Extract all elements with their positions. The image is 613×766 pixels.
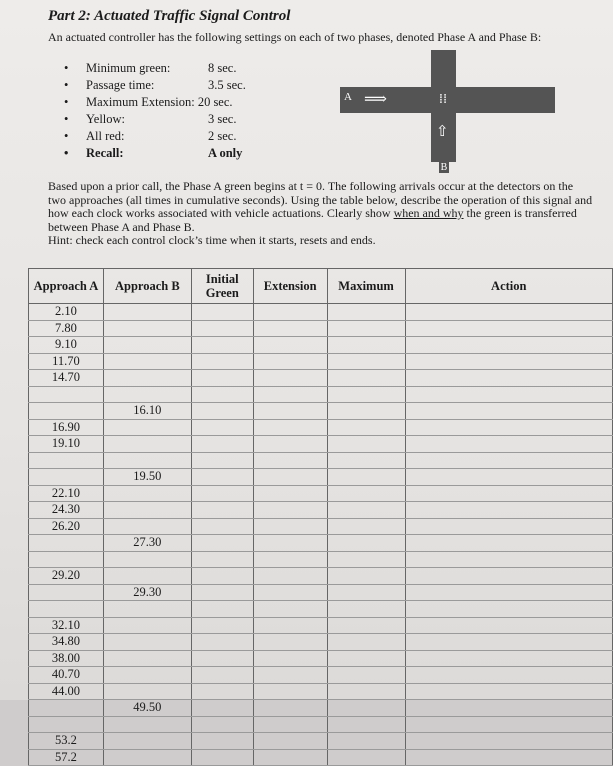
table-row [29, 733, 613, 750]
initial-green-cell[interactable] [191, 584, 253, 601]
table-row [29, 650, 613, 667]
maximum-cell[interactable] [327, 551, 405, 568]
setting-yellow: • Yellow: 3 sec. [64, 112, 237, 126]
initial-green-cell[interactable] [191, 419, 253, 436]
header-extension: Extension [253, 269, 327, 304]
approach-b-cell [103, 518, 191, 535]
approach-b-cell: 19.50 [103, 469, 191, 486]
approach-a-cell [29, 452, 104, 469]
maximum-cell[interactable] [327, 601, 405, 618]
maximum-cell[interactable] [327, 436, 405, 453]
header-approach-a: Approach A [29, 269, 104, 304]
table-row [29, 485, 613, 502]
approach-a-cell: 22.10 [29, 485, 104, 502]
table-row [29, 436, 613, 453]
approach-a-cell: 19.10 [29, 436, 104, 453]
header-maximum: Maximum [327, 269, 405, 304]
action-cell[interactable] [405, 320, 612, 337]
bullet-icon: • [64, 112, 69, 126]
extension-cell[interactable] [253, 370, 327, 387]
initial-green-cell[interactable] [191, 337, 253, 354]
initial-green-cell[interactable] [191, 683, 253, 700]
maximum-cell[interactable] [327, 337, 405, 354]
approach-a-cell [29, 601, 104, 618]
settings-list [64, 60, 246, 162]
arrow-up-icon: ⇧ [436, 122, 449, 140]
table-header-row [29, 269, 613, 304]
action-cell[interactable] [405, 617, 612, 634]
approach-b-cell [103, 386, 191, 403]
table-row [29, 518, 613, 535]
approach-b-cell [103, 320, 191, 337]
extension-cell[interactable] [253, 419, 327, 436]
setting-recall: • Recall: A only [64, 146, 243, 160]
table-row [29, 551, 613, 568]
approach-b-cell: 49.50 [103, 700, 191, 717]
approach-b-cell [103, 452, 191, 469]
extension-cell[interactable] [253, 700, 327, 717]
table-row [29, 634, 613, 651]
approach-a-cell: 16.90 [29, 419, 104, 436]
action-cell[interactable] [405, 502, 612, 519]
approach-b-cell [103, 304, 191, 321]
table-row [29, 469, 613, 486]
action-cell[interactable] [405, 485, 612, 502]
table-row [29, 403, 613, 420]
approach-b-cell [103, 485, 191, 502]
maximum-cell[interactable] [327, 749, 405, 766]
action-cell[interactable] [405, 683, 612, 700]
approach-a-cell [29, 535, 104, 552]
initial-green-cell[interactable] [191, 518, 253, 535]
table-row [29, 419, 613, 436]
maximum-cell[interactable] [327, 733, 405, 750]
maximum-cell[interactable] [327, 386, 405, 403]
approach-a-cell: 44.00 [29, 683, 104, 700]
extension-cell[interactable] [253, 683, 327, 700]
approach-b-cell [103, 502, 191, 519]
maximum-cell[interactable] [327, 535, 405, 552]
underlined-phrase: when and why [393, 206, 464, 220]
extension-cell[interactable] [253, 551, 327, 568]
table-row [29, 700, 613, 717]
maximum-cell[interactable] [327, 403, 405, 420]
extension-cell[interactable] [253, 749, 327, 766]
approach-b-cell [103, 601, 191, 618]
action-cell[interactable] [405, 535, 612, 552]
approach-b-cell [103, 634, 191, 651]
approach-b-cell [103, 551, 191, 568]
initial-green-cell[interactable] [191, 304, 253, 321]
maximum-cell[interactable] [327, 650, 405, 667]
extension-cell[interactable] [253, 667, 327, 684]
approach-b-cell: 16.10 [103, 403, 191, 420]
approach-b-cell [103, 436, 191, 453]
initial-green-cell[interactable] [191, 749, 253, 766]
bullet-icon: • [64, 78, 69, 92]
maximum-cell[interactable] [327, 469, 405, 486]
maximum-cell[interactable] [327, 320, 405, 337]
table-row [29, 584, 613, 601]
approach-a-cell [29, 551, 104, 568]
initial-green-cell[interactable] [191, 601, 253, 618]
action-cell[interactable] [405, 650, 612, 667]
maximum-cell[interactable] [327, 667, 405, 684]
maximum-cell[interactable] [327, 700, 405, 717]
initial-green-cell[interactable] [191, 436, 253, 453]
header-initial-green: Initial Green [191, 269, 253, 304]
action-cell[interactable] [405, 469, 612, 486]
extension-cell[interactable] [253, 650, 327, 667]
initial-green-cell[interactable] [191, 502, 253, 519]
approach-a-cell: 7.80 [29, 320, 104, 337]
table-body [29, 304, 613, 766]
table-row [29, 716, 613, 733]
action-cell[interactable] [405, 452, 612, 469]
approach-b-cell [103, 337, 191, 354]
approach-a-cell [29, 403, 104, 420]
approach-a-cell [29, 386, 104, 403]
table-row [29, 337, 613, 354]
maximum-cell[interactable] [327, 419, 405, 436]
arrow-right-icon: ⟹ [364, 91, 387, 108]
setting-all-red: • All red: 2 sec. [64, 129, 237, 143]
table-row [29, 535, 613, 552]
setting-maximum-extension: • Maximum Extension: 20 sec. [64, 95, 233, 109]
maximum-cell[interactable] [327, 485, 405, 502]
approach-a-cell: 53.2 [29, 733, 104, 750]
initial-green-cell[interactable] [191, 469, 253, 486]
maximum-cell[interactable] [327, 617, 405, 634]
extension-cell[interactable] [253, 617, 327, 634]
bullet-icon: • [64, 146, 69, 160]
extension-cell[interactable] [253, 535, 327, 552]
maximum-cell[interactable] [327, 304, 405, 321]
maximum-cell[interactable] [327, 584, 405, 601]
approach-a-cell: 14.70 [29, 370, 104, 387]
approach-a-label: A [344, 91, 352, 103]
page-title: Part 2: Actuated Traffic Signal Control [48, 8, 291, 24]
table-row [29, 353, 613, 370]
approach-b-label: B [440, 162, 448, 173]
action-cell[interactable] [405, 337, 612, 354]
extension-cell[interactable] [253, 386, 327, 403]
initial-green-cell[interactable] [191, 733, 253, 750]
approach-a-cell: 26.20 [29, 518, 104, 535]
initial-green-cell[interactable] [191, 617, 253, 634]
table-row [29, 667, 613, 684]
initial-green-cell[interactable] [191, 485, 253, 502]
approach-a-cell: 34.80 [29, 634, 104, 651]
initial-green-cell[interactable] [191, 700, 253, 717]
approach-b-cell [103, 667, 191, 684]
table-row [29, 683, 613, 700]
action-cell[interactable] [405, 518, 612, 535]
initial-green-cell[interactable] [191, 568, 253, 585]
extension-cell[interactable] [253, 502, 327, 519]
instructions-paragraph [48, 180, 593, 248]
approach-b-cell [103, 353, 191, 370]
approach-b-cell [103, 683, 191, 700]
extension-cell[interactable] [253, 304, 327, 321]
action-cell[interactable] [405, 551, 612, 568]
table-row [29, 452, 613, 469]
initial-green-cell[interactable] [191, 634, 253, 651]
extension-cell[interactable] [253, 716, 327, 733]
maximum-cell[interactable] [327, 502, 405, 519]
extension-cell[interactable] [253, 601, 327, 618]
initial-green-cell[interactable] [191, 403, 253, 420]
extension-cell[interactable] [253, 733, 327, 750]
initial-green-cell[interactable] [191, 551, 253, 568]
action-cell[interactable] [405, 386, 612, 403]
approach-a-cell [29, 584, 104, 601]
action-cell[interactable] [405, 419, 612, 436]
approach-a-cell: 32.10 [29, 617, 104, 634]
extension-cell[interactable] [253, 634, 327, 651]
action-cell[interactable] [405, 304, 612, 321]
action-cell[interactable] [405, 353, 612, 370]
initial-green-cell[interactable] [191, 452, 253, 469]
extension-cell[interactable] [253, 452, 327, 469]
maximum-cell[interactable] [327, 370, 405, 387]
approach-b-cell [103, 733, 191, 750]
approach-a-cell [29, 700, 104, 717]
approach-b-cell: 27.30 [103, 535, 191, 552]
extension-cell[interactable] [253, 337, 327, 354]
approach-b-cell [103, 568, 191, 585]
table-row [29, 304, 613, 321]
maximum-cell[interactable] [327, 568, 405, 585]
extension-cell[interactable] [253, 469, 327, 486]
setting-minimum-green: • Minimum green: 8 sec. [64, 61, 237, 75]
maximum-cell[interactable] [327, 683, 405, 700]
approach-a-cell [29, 469, 104, 486]
action-cell[interactable] [405, 716, 612, 733]
header-action: Action [405, 269, 612, 304]
extension-cell[interactable] [253, 320, 327, 337]
action-cell[interactable] [405, 436, 612, 453]
approach-a-cell: 38.00 [29, 650, 104, 667]
approach-b-cell [103, 716, 191, 733]
intro-text: An actuated controller has the following settings on each of two phases, denoted Phase A and Phase B: [48, 30, 542, 44]
table-row [29, 601, 613, 618]
maximum-cell[interactable] [327, 634, 405, 651]
approach-b-cell [103, 749, 191, 766]
maximum-cell[interactable] [327, 452, 405, 469]
extension-cell[interactable] [253, 518, 327, 535]
approach-b-cell [103, 617, 191, 634]
approach-a-cell: 29.20 [29, 568, 104, 585]
extension-cell[interactable] [253, 353, 327, 370]
instructions-text: Based upon a prior call, the Phase A green begins at t = 0. The following arrivals occur at the detectors on the two approaches (all times in cumulative seconds). Using the table below, describe the operation of this signal and how each clock works associated with vehicle actuations. Clearly show when and why the green is transferred between Phase A and Phase B. [48, 179, 593, 234]
approach-b-cell [103, 370, 191, 387]
bullet-icon: • [64, 129, 69, 143]
action-cell[interactable] [405, 568, 612, 585]
initial-green-cell[interactable] [191, 650, 253, 667]
action-cell[interactable] [405, 584, 612, 601]
initial-green-cell[interactable] [191, 667, 253, 684]
maximum-cell[interactable] [327, 716, 405, 733]
action-cell[interactable] [405, 700, 612, 717]
table-row [29, 320, 613, 337]
action-cell[interactable] [405, 601, 612, 618]
initial-green-cell[interactable] [191, 370, 253, 387]
table-row [29, 370, 613, 387]
table-row [29, 386, 613, 403]
header-approach-b: Approach B [103, 269, 191, 304]
action-cell[interactable] [405, 370, 612, 387]
extension-cell[interactable] [253, 403, 327, 420]
approach-a-cell: 57.2 [29, 749, 104, 766]
arrival-table [28, 268, 613, 766]
approach-a-cell: 40.70 [29, 667, 104, 684]
initial-green-cell[interactable] [191, 535, 253, 552]
approach-a-cell [29, 716, 104, 733]
traffic-signal-icon: ⁞⁞ [438, 92, 448, 107]
initial-green-cell[interactable] [191, 716, 253, 733]
setting-passage-time: • Passage time: 3.5 sec. [64, 78, 246, 92]
table-row [29, 749, 613, 766]
extension-cell[interactable] [253, 485, 327, 502]
approach-b-cell: 29.30 [103, 584, 191, 601]
maximum-cell[interactable] [327, 518, 405, 535]
table-row [29, 617, 613, 634]
approach-b-cell [103, 650, 191, 667]
intersection-diagram [340, 50, 555, 175]
approach-b-cell [103, 419, 191, 436]
approach-a-cell: 24.30 [29, 502, 104, 519]
approach-a-cell: 9.10 [29, 337, 104, 354]
table-row [29, 502, 613, 519]
action-cell[interactable] [405, 749, 612, 766]
action-cell[interactable] [405, 403, 612, 420]
extension-cell[interactable] [253, 584, 327, 601]
maximum-cell[interactable] [327, 353, 405, 370]
initial-green-cell[interactable] [191, 320, 253, 337]
extension-cell[interactable] [253, 568, 327, 585]
bullet-icon: • [64, 95, 69, 109]
approach-a-cell: 2.10 [29, 304, 104, 321]
bullet-icon: • [64, 61, 69, 75]
table-row [29, 568, 613, 585]
extension-cell[interactable] [253, 436, 327, 453]
initial-green-cell[interactable] [191, 386, 253, 403]
approach-a-cell: 11.70 [29, 353, 104, 370]
action-cell[interactable] [405, 733, 612, 750]
action-cell[interactable] [405, 667, 612, 684]
action-cell[interactable] [405, 634, 612, 651]
hint-text: Hint: check each control clock’s time when it starts, resets and ends. [48, 233, 376, 247]
initial-green-cell[interactable] [191, 353, 253, 370]
